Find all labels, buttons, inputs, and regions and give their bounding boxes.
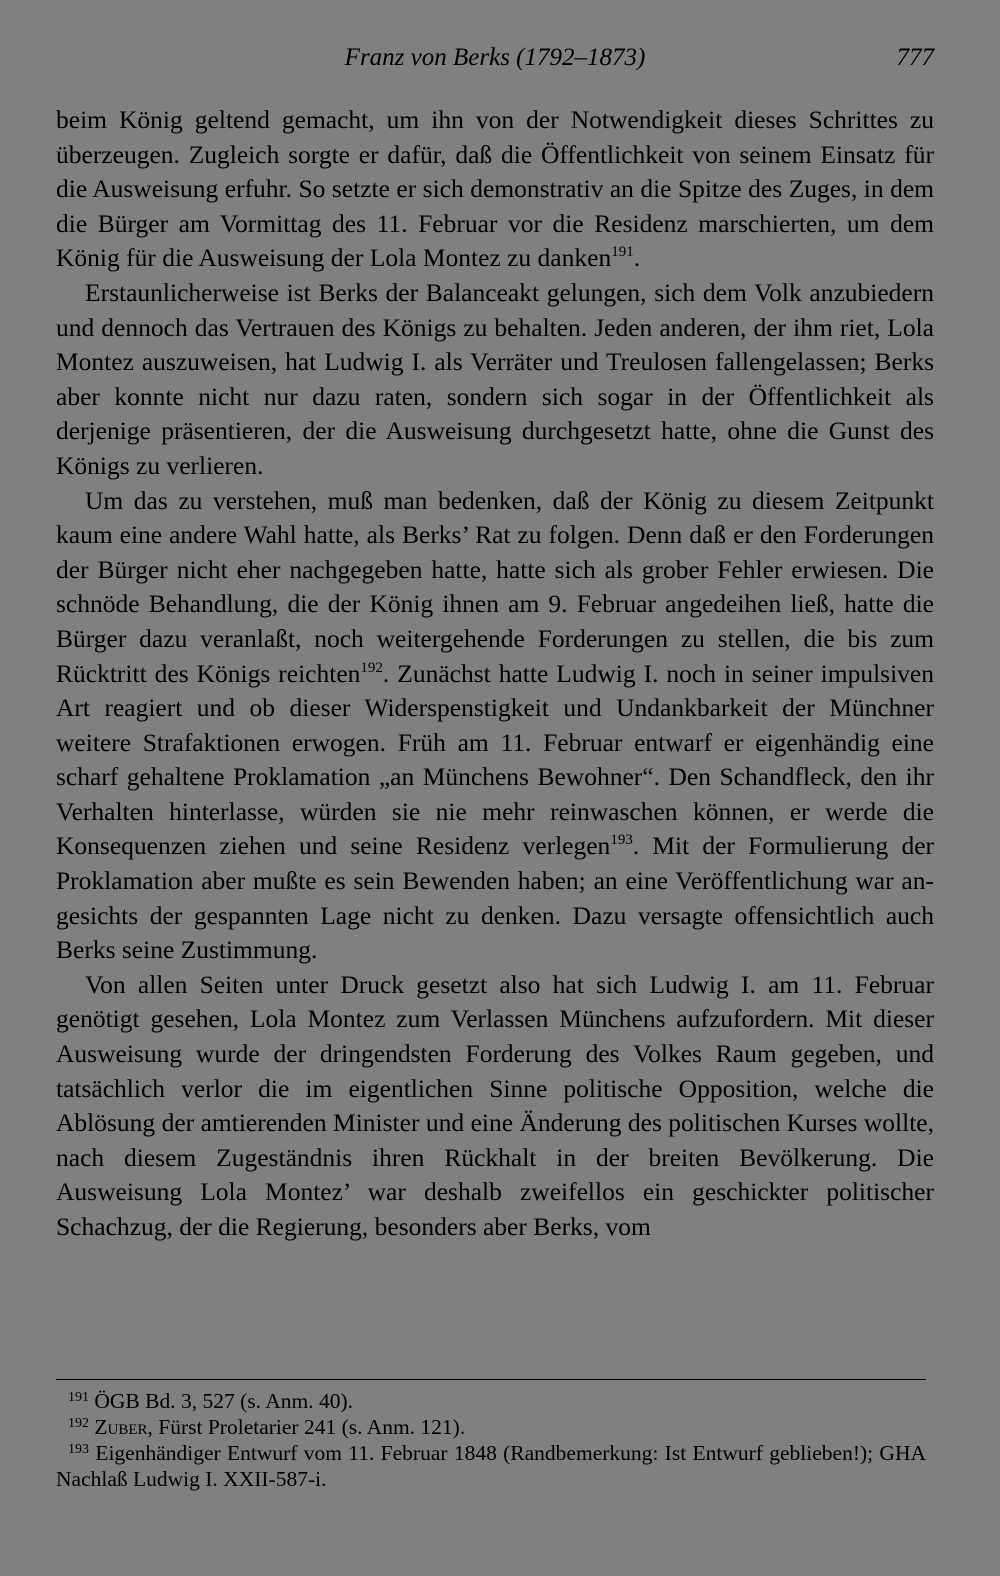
paragraph [56, 103, 934, 276]
text-run: . [633, 243, 641, 273]
footnote-number: 193 [68, 1442, 89, 1457]
text-run: Um das zu verstehen, muß man bedenken, daß der König zu diesem Zeitpunkt kaum eine andere Wahl hatte, als Berks’ Rat zu folgen. Denn daß er den Forderungen der Bürger nicht eher nachgegeben hatte, hatte sich als grober Fehler erwiesen. Die schnöde Behandlung, die der König ihnen am 9. Februar angedeihen ließ, hatte die Bürger dazu veranlaßt, noch weitergehende Forderungen zu stellen, die bis zum Rücktritt des Königs reichten [56, 485, 934, 688]
paragraph [56, 484, 934, 968]
text-run: . Mit der Formulierung der Proklamation aber mußte es sein Bewenden haben; an eine Veröffentlichung war angesichts der gespannten Lage nicht zu denken. Dazu versagte offensichtlich auch Berks seine Zustimmung. [56, 831, 934, 965]
text-run: Erstaunlicherweise ist Berks der Balanceakt gelungen, sich dem Volk anzubiedern und dennoch das Vertrauen des Königs zu behalten. Jeden anderen, der ihm riet, Lola Montez auszuweisen, hat Ludwig I. als Verräter und Treulosen fallengelassen; Berks aber konnte nicht nur dazu raten, sondern sich sogar in der Öffentlichkeit als derjenige präsentieren, der die Ausweisung durchgesetzt hatte, ohne die Gunst des Königs zu verlieren. [56, 277, 934, 480]
text-run: . Zunächst hatte Ludwig I. noch in seiner impulsiven Art reagiert und ob dieser Widerspenstigkeit und Undankbarkeit der Münchner weitere Strafaktionen erwogen. Früh am 11. Februar entwarf er eigenhändig eine scharf gehaltene Proklamation „an Münchens Bewohner“. Den Schandfleck, den ihr Verhalten hinterlasse, würden sie nie mehr reinwaschen können, er werde die Konsequenzen ziehen und seine Residenz verlegen [56, 658, 934, 861]
footnote [56, 1414, 926, 1440]
paragraph [56, 276, 934, 484]
footnote-reference: 192 [360, 659, 383, 676]
text-run: beim König geltend gemacht, um ihn von der Notwendigkeit dieses Schrittes zu überzeugen. Zugleich sorgte er dafür, daß die Öffentlichkeit von seinem Einsatz für die Ausweisung erfuhr. So setzte er sich demonstrativ an die Spitze des Zuges, in dem die Bürger am Vormittag des 11. Februar vor die Residenz marschierten, um dem König für die Ausweisung der Lola Montez zu danken [56, 105, 934, 273]
footnote-separator [56, 1379, 926, 1380]
paragraph [56, 968, 934, 1245]
footnote [56, 1388, 926, 1414]
author-name: Zuber [94, 1415, 148, 1439]
text-run: ÖGB Bd. 3, 527 (s. Anm. 40). [94, 1389, 353, 1413]
text-run: Eigenhändiger Entwurf vom 11. Februar 1848 (Randbemerkung: Ist Entwurf geblieben!); GHA Nachlaß Ludwig I. XXII-587-i. [56, 1441, 926, 1491]
running-title: Franz von Berks (1792–1873) [344, 44, 646, 71]
text-run: Von allen Seiten unter Druck gesetzt also hat sich Ludwig I. am 11. Februar genötigt gesehen, Lola Montez zum Verlassen Münchens aufzufordern. Mit dieser Ausweisung wurde der dringendsten Forderung des Volkes Raum gegeben, und tatsächlich verlor die im eigentlichen Sinne politische Opposition, welche die Ablösung der amtierenden Minister und eine Änderung des politischen Kurses wollte, nach diesem Zugeständnis ihren Rückhalt in der breiten Bevölkerung. Die Ausweisung Lola Montez’ war deshalb zweifellos ein geschickter politischer Schachzug, der die Regierung, besonders aber Berks, vom [56, 969, 934, 1241]
body-text [56, 103, 934, 1245]
footnote [56, 1440, 926, 1492]
text-run: , Fürst Proletarier 241 (s. Anm. 121). [147, 1415, 466, 1439]
page-number: 777 [896, 44, 934, 71]
footnotes [56, 1388, 926, 1492]
footnote-reference: 191 [611, 244, 634, 261]
page-header [56, 38, 934, 78]
footnote-number: 192 [68, 1416, 89, 1431]
footnote-number: 191 [68, 1390, 89, 1405]
footnote-reference: 193 [610, 832, 633, 849]
